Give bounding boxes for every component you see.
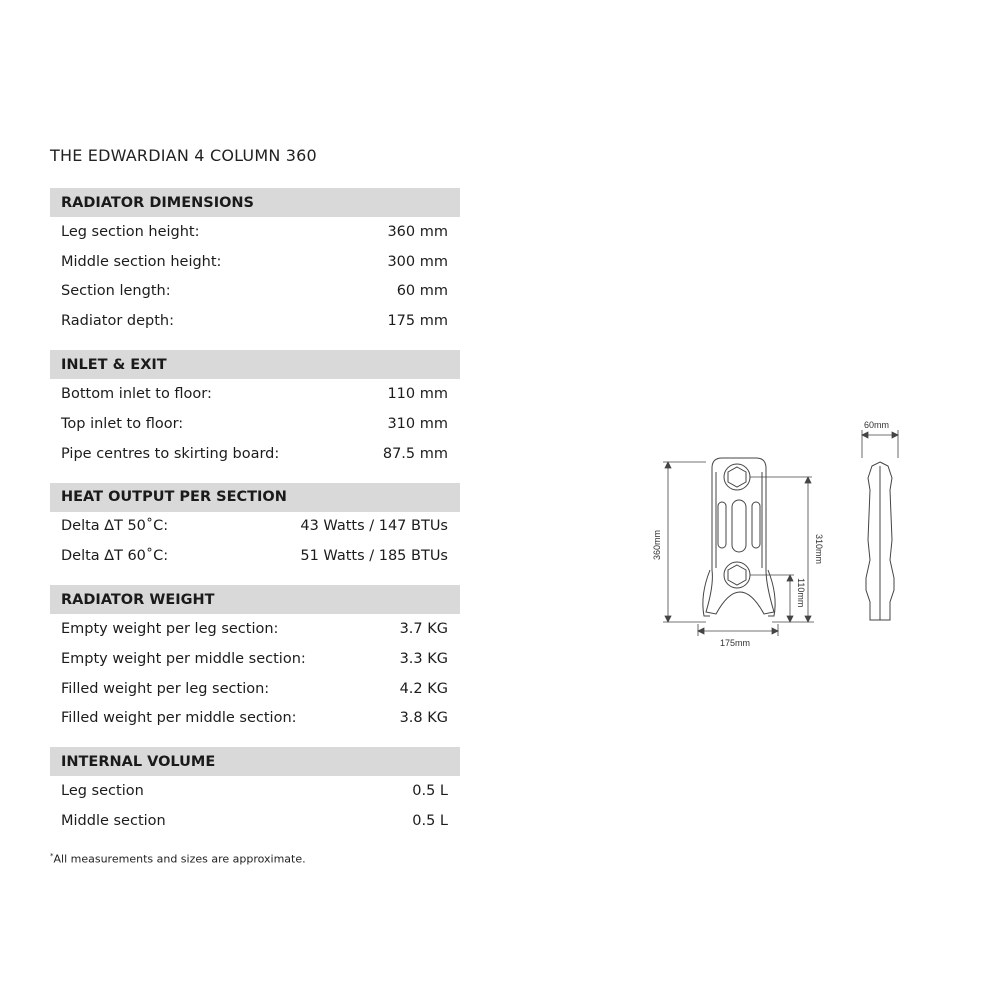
spec-row [50,541,460,571]
section-internal-volume [50,747,460,836]
section-header: RADIATOR DIMENSIONS [50,188,460,217]
section-header: INLET & EXIT [50,350,460,379]
spec-row [50,379,460,409]
bottom-inlet-dimension-label: 110mm [796,578,806,608]
spec-label: Pipe centres to skirting board: [61,445,280,462]
spec-value: 175 mm [387,313,448,330]
spec-label: Delta ∆T 60˚C: [61,548,169,565]
spec-label: Leg section [61,783,144,800]
spec-row [50,512,460,542]
footnote-mark: * [50,852,54,860]
spec-label: Empty weight per leg section: [61,621,279,638]
spec-label: Empty weight per middle section: [61,650,306,667]
spec-row [50,614,460,644]
section-heat-output [50,483,460,572]
spec-label: Delta ∆T 50˚C: [61,518,169,535]
spec-row [50,674,460,704]
spec-value: 3.3 KG [399,650,448,667]
spec-value: 3.7 KG [399,621,448,638]
spec-value: 0.5 L [412,813,448,830]
spec-value: 51 Watts / 185 BTUs [300,548,448,565]
spec-label: Radiator depth: [61,313,174,330]
section-header: HEAT OUTPUT PER SECTION [50,483,460,512]
spec-row [50,409,460,439]
spec-row [50,776,460,806]
spec-value: 300 mm [387,253,448,270]
depth-dimension-label: 175mm [720,638,751,648]
spec-row [50,806,460,836]
section-inlet-exit [50,350,460,468]
spec-label: Bottom inlet to floor: [61,386,212,403]
spec-label: Top inlet to floor: [61,415,184,432]
footnote [50,852,306,866]
spec-row [50,306,460,336]
spec-row [50,247,460,277]
spec-label: Middle section height: [61,253,222,270]
spec-row [50,217,460,247]
spec-label: Section length: [61,283,171,300]
spec-value: 4.2 KG [399,680,448,697]
spec-label: Leg section height: [61,223,200,240]
section-header: INTERNAL VOLUME [50,747,460,776]
top-inlet-dimension-label: 310mm [814,534,824,565]
section-length-dimension-label: 60mm [864,420,890,430]
spec-row [50,277,460,307]
section-radiator-dimensions [50,188,460,336]
height-dimension-label: 360mm [652,529,662,560]
spec-value: 87.5 mm [382,445,448,462]
footnote-text: All measurements and sizes are approximate. [53,852,306,866]
spec-value: 3.8 KG [399,710,448,727]
spec-value: 310 mm [387,415,448,432]
spec-label: Filled weight per middle section: [61,710,297,727]
spec-row [50,644,460,674]
section-header: RADIATOR WEIGHT [50,585,460,614]
section-radiator-weight [50,585,460,733]
spec-row [50,439,460,469]
spec-label: Middle section [61,813,166,830]
spec-label: Filled weight per leg section: [61,680,270,697]
spec-table [50,188,460,836]
spec-value: 110 mm [387,386,448,403]
spec-value: 0.5 L [412,783,448,800]
spec-value: 60 mm [396,283,448,300]
page-title: THE EDWARDIAN 4 COLUMN 360 [50,146,317,165]
spec-row [50,704,460,734]
spec-value: 360 mm [387,223,448,240]
spec-value: 43 Watts / 147 BTUs [300,518,448,535]
radiator-diagram [640,420,900,660]
